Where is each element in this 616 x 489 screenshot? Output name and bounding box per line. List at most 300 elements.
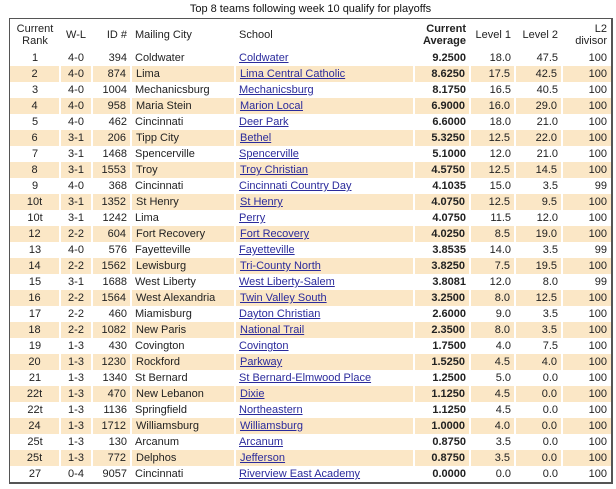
divisor-cell: 100 (588, 52, 607, 64)
table-row (10, 178, 611, 194)
level1-cell: 15.0 (489, 180, 511, 192)
wl-cell: 3-1 (60, 162, 92, 178)
id-cell: 368 (108, 180, 127, 192)
school-cell (235, 274, 414, 290)
level2-cell: 21.0 (536, 116, 558, 128)
average-cell: 6.6000 (432, 116, 466, 128)
school-cell (235, 450, 414, 466)
school-cell (235, 98, 414, 114)
city-cell: Coldwater (135, 52, 185, 64)
school-link[interactable]: Dayton Christian (239, 308, 321, 320)
school-cell (235, 354, 414, 370)
city-cell: Lima (135, 212, 159, 224)
school-link[interactable]: Jefferson (240, 452, 286, 464)
school-link[interactable]: Riverview East Academy (239, 468, 361, 480)
divisor-cell: 100 (588, 212, 607, 224)
level1-cell: 18.0 (489, 52, 511, 64)
rank-cell: 19 (28, 340, 42, 352)
table-row (10, 386, 611, 402)
school-cell (235, 146, 414, 162)
level1-cell: 17.5 (470, 66, 515, 82)
standings-table (10, 19, 611, 482)
table-row (10, 194, 611, 210)
wl-cell: 1-3 (60, 450, 92, 466)
divisor-cell: 100 (562, 194, 611, 210)
rank-cell: 9 (31, 180, 39, 192)
school-link[interactable]: Twin Valley South (240, 292, 327, 304)
rank-cell: 12 (10, 226, 60, 242)
city-cell: Fort Recovery (131, 226, 235, 242)
level2-cell: 3.5 (542, 180, 558, 192)
school-cell (235, 162, 414, 178)
average-cell: 5.1000 (432, 148, 466, 160)
table-row (10, 338, 611, 354)
wl-cell: 4-0 (60, 66, 92, 82)
school-cell (235, 402, 414, 418)
id-cell: 1004 (102, 84, 127, 96)
divisor-cell: 100 (562, 130, 611, 146)
rank-cell: 13 (28, 244, 42, 256)
table-row (10, 146, 611, 162)
average-cell: 1.5250 (414, 354, 470, 370)
school-cell (235, 258, 414, 274)
header-wl: W-L (66, 28, 86, 41)
city-cell: Cincinnati (135, 180, 184, 192)
id-cell: 604 (92, 226, 131, 242)
rank-cell: 10t (10, 194, 60, 210)
level2-cell: 29.0 (515, 98, 562, 114)
table-row (10, 98, 611, 114)
wl-cell: 1-3 (60, 418, 92, 434)
city-cell: Springfield (135, 404, 187, 416)
id-cell: 874 (92, 66, 131, 82)
divisor-cell: 100 (562, 258, 611, 274)
divisor-cell: 100 (588, 84, 607, 96)
average-cell: 0.0000 (432, 468, 466, 480)
level2-cell: 21.0 (536, 148, 558, 160)
school-cell (235, 242, 414, 258)
table-row (10, 114, 611, 130)
level2-cell: 42.5 (515, 66, 562, 82)
id-cell: 430 (108, 340, 127, 352)
id-cell: 470 (92, 386, 131, 402)
wl-cell: 3-1 (60, 194, 92, 210)
rank-cell: 17 (28, 308, 42, 320)
average-cell: 2.3500 (414, 322, 470, 338)
id-cell: 1340 (102, 372, 127, 384)
wl-cell: 4-0 (68, 116, 84, 128)
divisor-cell: 100 (562, 322, 611, 338)
level2-cell: 3.5 (542, 244, 558, 256)
average-cell: 0.8750 (414, 450, 470, 466)
level1-cell: 18.0 (489, 116, 511, 128)
standings-table-container (9, 18, 613, 484)
average-cell: 4.0250 (414, 226, 470, 242)
average-cell: 3.8250 (414, 258, 470, 274)
wl-cell: 3-1 (60, 130, 92, 146)
level2-cell: 0.0 (542, 372, 558, 384)
level2-cell: 40.5 (536, 84, 558, 96)
table-row (10, 418, 611, 434)
wl-cell: 2-2 (68, 308, 84, 320)
level1-cell: 5.0 (495, 372, 511, 384)
average-cell: 1.7500 (432, 340, 466, 352)
school-link[interactable]: Fayetteville (239, 244, 295, 256)
school-cell (235, 66, 414, 82)
level1-cell: 16.5 (489, 84, 511, 96)
city-cell: Covington (135, 340, 185, 352)
level2-cell: 12.0 (536, 212, 558, 224)
level2-cell: 9.5 (515, 194, 562, 210)
rank-cell: 5 (31, 116, 39, 128)
rank-cell: 8 (10, 162, 60, 178)
school-link[interactable]: Lima Central Catholic (240, 68, 346, 80)
wl-cell: 1-3 (68, 372, 84, 384)
wl-cell: 4-0 (60, 98, 92, 114)
city-cell: Spencerville (135, 148, 195, 160)
school-link[interactable]: Spencerville (239, 148, 299, 160)
wl-cell: 4-0 (68, 180, 84, 192)
level1-cell: 3.5 (495, 436, 511, 448)
rank-cell: 20 (10, 354, 60, 370)
average-cell: 3.8535 (432, 244, 466, 256)
rank-cell: 22t (10, 386, 60, 402)
divisor-cell: 100 (562, 162, 611, 178)
city-cell: Maria Stein (131, 98, 235, 114)
table-row (10, 450, 611, 466)
city-cell: Williamsburg (131, 418, 235, 434)
divisor-cell: 100 (562, 354, 611, 370)
level2-cell: 22.0 (515, 130, 562, 146)
school-link[interactable]: Deer Park (239, 116, 289, 128)
rank-cell: 3 (31, 84, 39, 96)
level1-cell: 14.0 (489, 244, 511, 256)
divisor-cell: 100 (588, 372, 607, 384)
level1-cell: 11.5 (490, 212, 511, 224)
school-cell (235, 370, 414, 386)
level2-cell: 47.5 (536, 52, 558, 64)
wl-cell: 3-1 (68, 148, 84, 160)
wl-cell: 3-1 (68, 276, 84, 288)
level1-cell: 4.5 (495, 404, 511, 416)
id-cell: 1564 (92, 290, 131, 306)
school-link[interactable]: National Trail (240, 324, 305, 336)
table-row (10, 274, 611, 290)
school-cell (235, 322, 414, 338)
rank-cell: 10t (27, 212, 43, 224)
school-cell (235, 194, 414, 210)
school-link[interactable]: Mechanicsburg (239, 84, 314, 96)
wl-cell: 1-3 (68, 404, 84, 416)
level1-cell: 8.0 (470, 322, 515, 338)
average-cell: 4.5750 (414, 162, 470, 178)
rank-cell: 27 (28, 468, 42, 480)
table-row (10, 66, 611, 82)
level2-cell: 0.0 (542, 404, 558, 416)
city-cell: Rockford (131, 354, 235, 370)
average-cell: 3.2500 (414, 290, 470, 306)
average-cell: 1.2500 (432, 372, 466, 384)
school-cell (235, 466, 414, 482)
wl-cell: 1-3 (68, 436, 84, 448)
school-link[interactable]: West Liberty-Salem (239, 276, 335, 288)
average-cell: 4.1035 (432, 180, 466, 192)
divisor-cell: 99 (594, 244, 607, 256)
id-cell: 1553 (92, 162, 131, 178)
id-cell: 1082 (92, 322, 131, 338)
school-link[interactable]: St Henry (240, 196, 283, 208)
wl-cell: 4-0 (68, 84, 84, 96)
level2-cell: 0.0 (542, 436, 558, 448)
average-cell: 1.1250 (414, 386, 470, 402)
city-cell: Lewisburg (131, 258, 235, 274)
school-cell (235, 306, 414, 322)
city-cell: West Alexandria (131, 290, 235, 306)
id-cell: 576 (108, 244, 127, 256)
divisor-cell: 100 (562, 290, 611, 306)
average-cell: 8.6250 (414, 66, 470, 82)
average-cell: 9.2500 (432, 52, 466, 64)
level2-cell: 0.0 (515, 386, 562, 402)
rank-cell: 16 (10, 290, 60, 306)
divisor-cell: 100 (588, 436, 607, 448)
id-cell: 394 (108, 52, 127, 64)
level1-cell: 9.0 (495, 308, 511, 320)
school-cell (235, 418, 414, 434)
level2-cell: 0.0 (515, 450, 562, 466)
school-link[interactable]: Williamsburg (240, 420, 303, 432)
average-cell: 4.0750 (414, 194, 470, 210)
rank-cell: 22t (27, 404, 43, 416)
school-cell (235, 50, 414, 66)
level2-cell: 3.5 (515, 322, 562, 338)
table-row (10, 466, 611, 482)
level2-cell: 7.5 (542, 340, 558, 352)
level2-cell: 3.5 (542, 308, 558, 320)
header-level2: Level 2 (522, 28, 558, 41)
table-row (10, 434, 611, 450)
id-cell: 1352 (92, 194, 131, 210)
header-row (10, 19, 611, 50)
level2-cell: 19.0 (515, 226, 562, 242)
level2-cell: 14.5 (515, 162, 562, 178)
id-cell: 772 (92, 450, 131, 466)
id-cell: 1230 (92, 354, 131, 370)
school-cell (235, 338, 414, 354)
level2-cell: 0.0 (542, 468, 558, 480)
school-link[interactable]: Marion Local (240, 100, 303, 112)
wl-cell: 2-2 (60, 258, 92, 274)
id-cell: 460 (108, 308, 127, 320)
divisor-cell: 100 (562, 418, 611, 434)
school-link[interactable]: Cincinnati Country Day (239, 180, 352, 192)
table-row (10, 402, 611, 418)
level1-cell: 8.0 (470, 290, 515, 306)
rank-cell: 6 (10, 130, 60, 146)
school-link[interactable]: Coldwater (239, 52, 289, 64)
school-cell (235, 226, 414, 242)
school-cell (235, 114, 414, 130)
id-cell: 9057 (102, 468, 127, 480)
table-caption: Top 8 teams following week 10 qualify for playoffs (189, 3, 432, 15)
school-cell (235, 130, 414, 146)
header-divisor: L2 divisor (575, 22, 607, 47)
divisor-cell: 100 (562, 226, 611, 242)
city-cell: Cincinnati (135, 468, 184, 480)
level2-cell: 12.5 (515, 290, 562, 306)
header-school: School (239, 28, 273, 41)
level1-cell: 12.5 (470, 194, 515, 210)
school-cell (235, 178, 414, 194)
table-row (10, 242, 611, 258)
school-link[interactable]: St Bernard-Elmwood Place (239, 372, 372, 384)
id-cell: 1242 (102, 212, 127, 224)
wl-cell: 2-2 (60, 290, 92, 306)
wl-cell: 2-2 (60, 226, 92, 242)
header-average: Current Average (422, 22, 466, 47)
average-cell: 0.8750 (432, 436, 466, 448)
rank-cell: 25t (27, 436, 43, 448)
level1-cell: 12.5 (470, 130, 515, 146)
rank-cell: 21 (28, 372, 42, 384)
id-cell: 1562 (92, 258, 131, 274)
divisor-cell: 100 (562, 98, 611, 114)
school-cell (235, 386, 414, 402)
level2-cell: 19.5 (515, 258, 562, 274)
table-row (10, 162, 611, 178)
divisor-cell: 99 (594, 180, 607, 192)
level1-cell: 12.5 (470, 162, 515, 178)
rank-cell: 2 (10, 66, 60, 82)
school-link[interactable]: Troy Christian (240, 164, 309, 176)
rank-cell: 25t (10, 450, 60, 466)
divisor-cell: 99 (594, 276, 607, 288)
average-cell: 2.6000 (432, 308, 466, 320)
wl-cell: 4-0 (68, 52, 84, 64)
divisor-cell: 100 (562, 386, 611, 402)
school-link[interactable]: Fort Recovery (240, 228, 310, 240)
school-link[interactable]: Covington (239, 340, 289, 352)
school-link[interactable]: Dixie (240, 388, 265, 400)
average-cell: 1.0000 (414, 418, 470, 434)
school-link[interactable]: Northeastern (239, 404, 303, 416)
rank-cell: 14 (10, 258, 60, 274)
divisor-cell: 100 (588, 148, 607, 160)
school-cell (235, 210, 414, 226)
level1-cell: 4.5 (470, 386, 515, 402)
table-row (10, 50, 611, 66)
level1-cell: 4.0 (470, 418, 515, 434)
city-cell: Arcanum (135, 436, 180, 448)
average-cell: 4.0750 (432, 212, 466, 224)
wl-cell: 2-2 (60, 322, 92, 338)
divisor-cell: 100 (588, 340, 607, 352)
header-city: Mailing City (135, 28, 192, 41)
id-cell: 958 (92, 98, 131, 114)
city-cell: St Henry (131, 194, 235, 210)
school-cell (235, 434, 414, 450)
divisor-cell: 100 (562, 66, 611, 82)
city-cell: New Paris (131, 322, 235, 338)
level1-cell: 4.0 (495, 340, 511, 352)
table-row (10, 226, 611, 242)
divisor-cell: 100 (588, 468, 607, 480)
table-row (10, 130, 611, 146)
city-cell: Troy (131, 162, 235, 178)
id-cell: 130 (108, 436, 127, 448)
city-cell: West Liberty (135, 276, 196, 288)
level1-cell: 12.0 (489, 276, 511, 288)
divisor-cell: 100 (588, 116, 607, 128)
wl-cell: 4-0 (68, 244, 84, 256)
school-link[interactable]: Bethel (240, 132, 272, 144)
table-row (10, 258, 611, 274)
level2-cell: 8.0 (542, 276, 558, 288)
level1-cell: 3.5 (470, 450, 515, 466)
id-cell: 1712 (92, 418, 131, 434)
id-cell: 462 (108, 116, 127, 128)
table-body (10, 50, 611, 482)
level2-cell: 4.0 (515, 354, 562, 370)
table-row (10, 370, 611, 386)
wl-cell: 1-3 (60, 354, 92, 370)
id-cell: 1688 (102, 276, 127, 288)
wl-cell: 3-1 (68, 212, 84, 224)
city-cell: St Bernard (135, 372, 188, 384)
rank-cell: 1 (31, 52, 39, 64)
rank-cell: 4 (10, 98, 60, 114)
table-row (10, 82, 611, 98)
level1-cell: 8.5 (470, 226, 515, 242)
city-cell: Lima (131, 66, 235, 82)
rank-cell: 15 (28, 276, 42, 288)
city-cell: New Lebanon (131, 386, 235, 402)
header-id: ID # (106, 28, 127, 41)
school-link[interactable]: Arcanum (239, 436, 284, 448)
rank-cell: 7 (31, 148, 39, 160)
school-link[interactable]: Parkway (240, 356, 283, 368)
school-cell (235, 82, 414, 98)
city-cell: Mechanicsburg (135, 84, 210, 96)
school-link[interactable]: Tri-County North (240, 260, 321, 272)
school-link[interactable]: Perry (239, 212, 266, 224)
id-cell: 1468 (102, 148, 127, 160)
school-cell (235, 290, 414, 306)
level2-cell: 0.0 (515, 418, 562, 434)
header-rank: Current Rank (16, 22, 54, 47)
level1-cell: 7.5 (470, 258, 515, 274)
wl-cell: 1-3 (60, 386, 92, 402)
level1-cell: 16.0 (470, 98, 515, 114)
city-cell: Miamisburg (135, 308, 192, 320)
average-cell: 6.9000 (414, 98, 470, 114)
level1-cell: 4.5 (470, 354, 515, 370)
average-cell: 5.3250 (414, 130, 470, 146)
level1-cell: 12.0 (489, 148, 511, 160)
table-row (10, 354, 611, 370)
average-cell: 1.1250 (432, 404, 466, 416)
city-cell: Fayetteville (135, 244, 191, 256)
id-cell: 206 (92, 130, 131, 146)
divisor-cell: 100 (588, 404, 607, 416)
city-cell: Tipp City (131, 130, 235, 146)
average-cell: 8.1750 (432, 84, 466, 96)
wl-cell: 1-3 (68, 340, 84, 352)
level1-cell: 0.0 (495, 468, 511, 480)
rank-cell: 18 (10, 322, 60, 338)
table-row (10, 210, 611, 226)
table-row (10, 306, 611, 322)
